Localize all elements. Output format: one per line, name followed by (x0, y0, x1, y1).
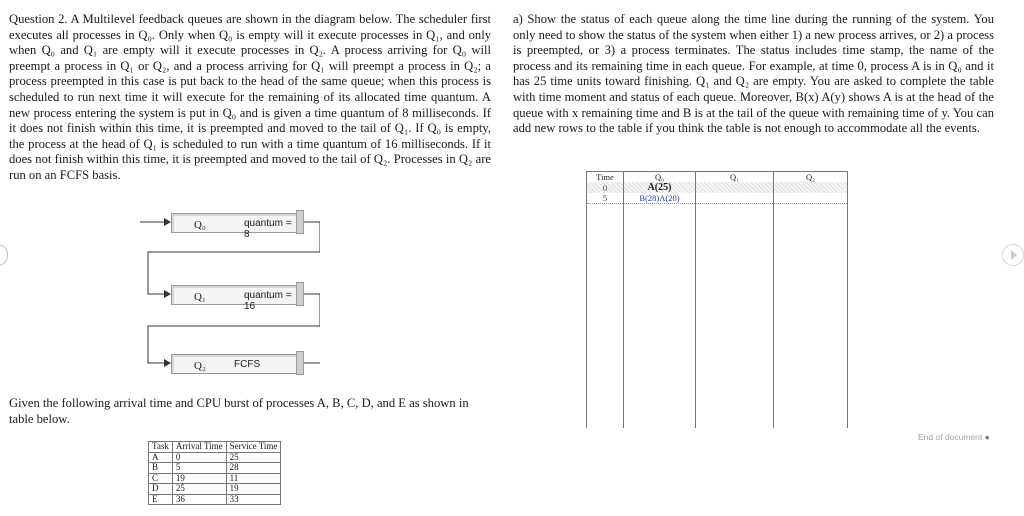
table-row (587, 182, 848, 193)
queue-q1-end (296, 282, 304, 306)
q2-cell (774, 182, 848, 193)
queue-q1-label: quantum = 16 (244, 290, 292, 312)
service-cell: 11 (226, 473, 281, 484)
q1-cell (696, 193, 774, 204)
table-row (587, 193, 848, 204)
queue-q2-label: FCFS (234, 359, 261, 370)
part-a-text: a) Show the status of each queue along the time line during the running of the system. You only need to show the status of the system when either 1) a new process arrives, or 2) a process is preempted, or 3) a process terminates. The status includes time stamp, the name of the process and its remaining time in each queue. For example, at time 0, process A is in Q₀ and it has 25 time units toward finishing. Q₁ and Q₂ are empty. You are asked to complete the table with time moment and status of each queue. Moreover, B(x) A(y) shows A is at the head of the queue with x remaining time and B is at the tail of the queue with remaining time of y. You can add new rows to the table if you think the table is not enough to accommodate all the events. (513, 12, 994, 136)
task-table-header (149, 442, 281, 453)
arrival-cell: 0 (172, 452, 226, 463)
task-cell: B (149, 463, 173, 474)
mlfq-diagram (140, 200, 320, 382)
service-header: Service Time (226, 442, 281, 453)
queue-q2 (171, 354, 298, 374)
empty-cell[interactable] (696, 204, 774, 233)
table-row (149, 463, 281, 474)
empty-cell[interactable] (624, 232, 696, 260)
empty-row[interactable] (587, 344, 848, 372)
empty-cell[interactable] (624, 316, 696, 344)
task-cell: A (149, 452, 173, 463)
empty-cell[interactable] (624, 288, 696, 316)
empty-cell[interactable] (624, 260, 696, 288)
empty-cell[interactable] (774, 288, 848, 316)
status-table (586, 171, 848, 428)
end-of-document (918, 432, 990, 442)
arrival-cell: 19 (172, 473, 226, 484)
queue-q1-name: Q₁ (194, 291, 206, 303)
arrival-header: Arrival Time (172, 442, 226, 453)
service-cell: 33 (226, 494, 281, 505)
q0-header: Q₀ (624, 172, 696, 183)
end-text: End of document (918, 432, 983, 442)
task-cell: E (149, 494, 173, 505)
empty-cell[interactable] (774, 344, 848, 372)
empty-cell[interactable] (587, 288, 624, 316)
empty-cell[interactable] (696, 372, 774, 400)
empty-row[interactable] (587, 260, 848, 288)
queue-q2-end (296, 351, 304, 375)
queue-q0-label: quantum = 8 (244, 218, 292, 240)
previous-page-icon[interactable] (0, 244, 8, 266)
given-text: Given the following arrival time and CPU burst of processes A, B, C, D, and E as shown in table below. (9, 396, 469, 426)
status-table-header (587, 172, 848, 183)
empty-cell[interactable] (696, 288, 774, 316)
empty-cell[interactable] (624, 372, 696, 400)
task-cell: D (149, 484, 173, 495)
empty-cell[interactable] (587, 260, 624, 288)
q1-cell (696, 182, 774, 193)
empty-cell[interactable] (774, 260, 848, 288)
empty-row[interactable] (587, 204, 848, 233)
q0-cell: A(25) (624, 182, 696, 193)
q2-cell (774, 193, 848, 204)
queue-q0-end (296, 210, 304, 234)
time-cell: 5 (587, 193, 624, 204)
queue-q0-name: Q₀ (194, 219, 206, 231)
empty-cell[interactable] (587, 232, 624, 260)
part-a-column (513, 12, 994, 137)
service-cell: 28 (226, 463, 281, 474)
question-column (9, 12, 491, 184)
empty-cell[interactable] (696, 260, 774, 288)
end-bullet-icon: ● (984, 432, 990, 442)
empty-cell[interactable] (587, 344, 624, 372)
q2-header: Q₂ (774, 172, 848, 183)
time-cell: 0 (587, 182, 624, 193)
task-cell: C (149, 473, 173, 484)
q1-header: Q₁ (696, 172, 774, 183)
arrival-cell: 5 (172, 463, 226, 474)
table-row (149, 473, 281, 484)
empty-row[interactable] (587, 372, 848, 400)
table-row (149, 484, 281, 495)
empty-cell[interactable] (587, 316, 624, 344)
empty-cell[interactable] (774, 400, 848, 428)
empty-row[interactable] (587, 400, 848, 428)
service-cell: 19 (226, 484, 281, 495)
task-table (148, 441, 281, 505)
empty-cell[interactable] (774, 204, 848, 233)
queue-q2-name: Q₂ (194, 360, 206, 372)
queue-q0 (171, 213, 298, 240)
empty-cell[interactable] (774, 316, 848, 344)
question-text: Question 2. A Multilevel feedback queues are shown in the diagram below. The scheduler first executes all processes in Q₀. Only when Q₀ is empty will it execute processes in Q₁, and only when Q₀ and Q₁ are empty will it execute processes in Q₂. A process arriving for Q₀ will preempt a process in Q₁ or Q₂, and a process arriving for Q₁ will preempt a process in Q₂; a process preempted in this case is put back to the head of the same queue; when this process is scheduled to run next time it will execute for the remaining of its allocated time quantum. A new process entering the system is put in Q₀ and is given a time quantum of 8 milliseconds. If it does not finish within this time, it is preempted and moved to the tail of Q₁. If Q₀ is empty, the process at the head of Q₁ is scheduled to run with a time quantum of 16 milliseconds. If it does not finish within this time, it is preempted and moved to the tail of Q₂. Processes in Q₂ are run on an FCFS basis. (9, 12, 491, 182)
empty-cell[interactable] (696, 232, 774, 260)
empty-row[interactable] (587, 232, 848, 260)
empty-cell[interactable] (587, 204, 624, 233)
empty-cell[interactable] (624, 204, 696, 233)
time-header: Time (587, 172, 624, 183)
empty-cell[interactable] (624, 344, 696, 372)
empty-cell[interactable] (774, 232, 848, 260)
empty-cell[interactable] (774, 372, 848, 400)
empty-cell[interactable] (587, 400, 624, 428)
empty-row[interactable] (587, 288, 848, 316)
q0-cell: B(28)A(20) (624, 193, 696, 204)
empty-row[interactable] (587, 316, 848, 344)
empty-cell[interactable] (696, 400, 774, 428)
empty-cell[interactable] (587, 372, 624, 400)
empty-cell[interactable] (696, 344, 774, 372)
arrival-cell: 25 (172, 484, 226, 495)
table-row (149, 452, 281, 463)
task-header: Task (149, 442, 173, 453)
empty-cell[interactable] (696, 316, 774, 344)
service-cell: 25 (226, 452, 281, 463)
arrival-cell: 36 (172, 494, 226, 505)
next-page-icon[interactable] (1002, 244, 1024, 266)
table-row (149, 494, 281, 505)
empty-cell[interactable] (624, 400, 696, 428)
queue-q1 (171, 285, 298, 312)
